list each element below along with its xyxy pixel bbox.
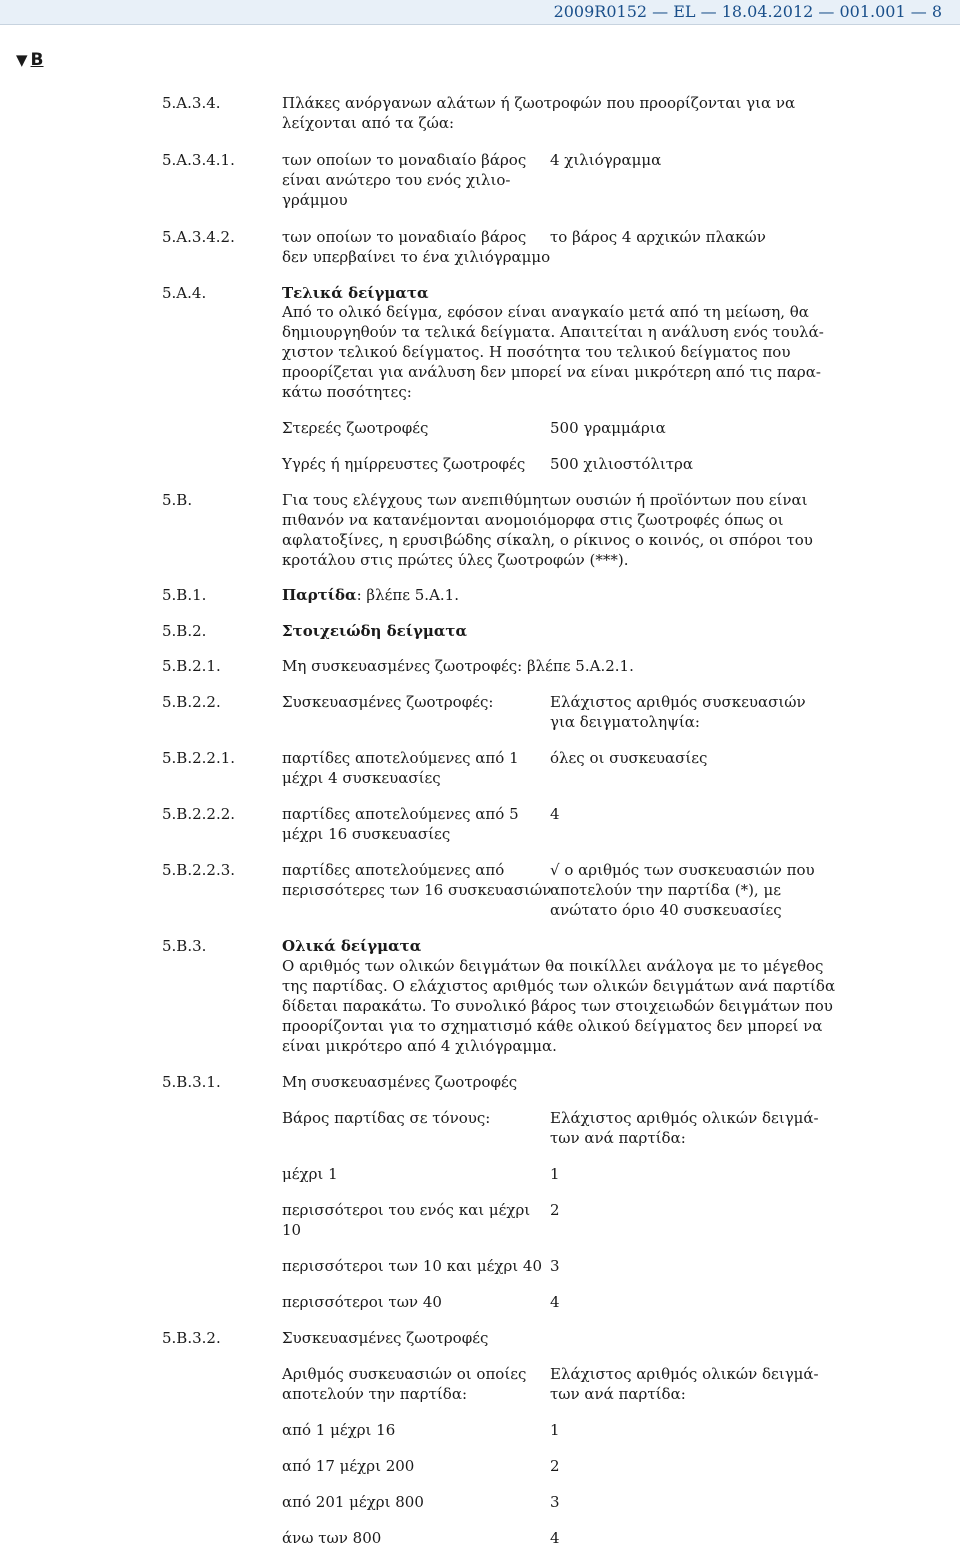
- section-number: 5.B.3.: [162, 937, 207, 955]
- table-cell-label: περισσότεροι του ενός και μέχρι: [282, 1201, 531, 1219]
- paragraph-line: προορίζεται για ανάλυση δεν μπορεί να είναι μικρότερη από τις παρα-: [282, 363, 821, 381]
- item-text-line: παρτίδες αποτελούμενες από 1: [282, 749, 519, 767]
- section-number: 5.B.2.1.: [162, 657, 221, 675]
- table-cell-label: άνω των 800: [282, 1529, 382, 1547]
- section-number: 5.A.4.: [162, 284, 207, 302]
- paragraph-line: πιθανόν να κατανέμονται ανομοιόμορφα στις ζωοτροφές όπως οι: [282, 511, 784, 529]
- item-text-line: είναι ανώτερο του ενός χιλιο-: [282, 171, 511, 189]
- section-number: 5.B.2.2.1.: [162, 749, 236, 767]
- table-cell-value: 4: [550, 1529, 560, 1547]
- item-text-line: παρτίδες αποτελούμενες από 5: [282, 805, 519, 823]
- table-cell-label: από 17 μέχρι 200: [282, 1457, 415, 1475]
- section-text: Συσκευασμένες ζωοτροφές:: [282, 693, 494, 711]
- table-header-right: Ελάχιστος αριθμός ολικών δειγμά-: [550, 1109, 819, 1127]
- table-header-left: Αριθμός συσκευασιών οι οποίες: [282, 1365, 527, 1383]
- item-value-line: ανώτατο όριο 40 συσκευασίες: [550, 901, 782, 919]
- paragraph-line: κροτάλου στις πρώτες ύλες ζωοτροφών (***).: [282, 551, 629, 569]
- table-cell-value: 3: [550, 1257, 560, 1275]
- table-cell-value: 1: [550, 1165, 560, 1183]
- paragraph-line: αφλατοξίνες, η ερυσιβώδης σίκαλη, ο ρίκινος ο κοινός, οι σπόροι του: [282, 531, 813, 549]
- item-value-line: [550, 860, 815, 880]
- item-text-line: μέχρι 16 συσκευασίες: [282, 825, 451, 843]
- section-text-line: Πλάκες ανόργανων αλάτων ή ζωοτροφών που προορίζονται για να: [282, 94, 796, 112]
- item-value: το βάρος 4 αρχικών πλακών: [550, 228, 766, 246]
- section-text-line: λείχονται από τα ζώα:: [282, 114, 455, 132]
- section-title: Στοιχειώδη δείγματα: [282, 622, 468, 640]
- section-number: 5.B.2.: [162, 622, 207, 640]
- section-number: 5.B.3.1.: [162, 1073, 221, 1091]
- section-number: 5.A.3.4.1.: [162, 151, 235, 169]
- paragraph-line: Ο αριθμός των ολικών δειγμάτων θα ποικίλλει ανάλογα με το μέγεθος: [282, 957, 824, 975]
- section-number: 5.B.: [162, 491, 193, 509]
- paragraph-line: Από το ολικό δείγμα, εφόσον είναι αναγκαίο μετά από τη μείωση, θα: [282, 303, 809, 321]
- item-text-line: παρτίδες αποτελούμενες από: [282, 861, 505, 879]
- table-cell-label: μέχρι 1: [282, 1165, 338, 1183]
- item-text-line: των οποίων το μοναδιαίο βάρος: [282, 151, 527, 169]
- item-value-line: αποτελούν την παρτίδα (*), με: [550, 881, 781, 899]
- quantity-value: 500 χιλιοστόλιτρα: [550, 455, 693, 473]
- item-text-line: γράμμου: [282, 191, 348, 209]
- item-text-line: των οποίων το μοναδιαίο βάρος: [282, 228, 527, 246]
- paragraph-line: κάτω ποσότητες:: [282, 383, 412, 401]
- table-header-right: Ελάχιστος αριθμός ολικών δειγμά-: [550, 1365, 819, 1383]
- section-text: Μη συσκευασμένες ζωοτροφές: [282, 1073, 518, 1091]
- table-cell-value: 2: [550, 1457, 560, 1475]
- section-number: 5.A.3.4.: [162, 94, 221, 112]
- table-cell-label: από 1 μέχρι 16: [282, 1421, 396, 1439]
- paragraph-line: Για τους ελέγχους των ανεπιθύμητων ουσιών ή προϊόντων που είναι: [282, 491, 808, 509]
- amendment-marker: [16, 50, 44, 70]
- header-bar: [0, 0, 960, 25]
- table-cell-label: από 201 μέχρι 800: [282, 1493, 424, 1511]
- column-heading-line: Ελάχιστος αριθμός συσκευασιών: [550, 693, 806, 711]
- paragraph-line: δίδεται παρακάτω. Το συνολικό βάρος των στοιχειωδών δειγμάτων που: [282, 997, 833, 1015]
- marker-letter: B: [30, 50, 44, 70]
- paragraph-line: προορίζονται για το σχηματισμό κάθε ολικού δείγματος δεν μπορεί να: [282, 1017, 823, 1035]
- section-number: 5.B.2.2.2.: [162, 805, 236, 823]
- column-heading-line: για δειγματοληψία:: [550, 713, 700, 731]
- quantity-label: Υγρές ή ημίρρευστες ζωοτροφές: [282, 455, 526, 473]
- section-number: 5.B.3.2.: [162, 1329, 221, 1347]
- section-text: Μη συσκευασμένες ζωοτροφές: βλέπε 5.A.2.1.: [282, 657, 634, 675]
- item-text-line: δεν υπερβαίνει το ένα χιλιόγραμμο: [282, 248, 551, 266]
- section-number: 5.B.2.2.3.: [162, 861, 236, 879]
- quantity-value: 500 γραμμάρια: [550, 419, 666, 437]
- section-number: 5.B.2.2.: [162, 693, 221, 711]
- paragraph-line: της παρτίδας. Ο ελάχιστος αριθμός των ολικών δειγμάτων ανά παρτίδα: [282, 977, 836, 995]
- section-text-rest: : βλέπε 5.A.1.: [356, 586, 459, 604]
- square-root-icon: √: [550, 861, 560, 879]
- item-value: 4: [550, 805, 560, 823]
- quantity-label: Στερεές ζωοτροφές: [282, 419, 429, 437]
- section-title: Παρτίδα: [282, 586, 357, 604]
- item-value-text: ο αριθμός των συσκευασιών που: [564, 861, 815, 879]
- table-cell-label: περισσότεροι των 40: [282, 1293, 442, 1311]
- table-header-right: των ανά παρτίδα:: [550, 1129, 686, 1147]
- item-value: όλες οι συσκευασίες: [550, 749, 708, 767]
- section-number: 5.B.1.: [162, 586, 207, 604]
- table-cell-label: περισσότεροι των 10 και μέχρι 40: [282, 1257, 542, 1275]
- item-value: 4 χιλιόγραμμα: [550, 151, 662, 169]
- table-header-left: αποτελούν την παρτίδα:: [282, 1385, 468, 1403]
- table-cell-value: 4: [550, 1293, 560, 1311]
- table-cell-value: 2: [550, 1201, 560, 1219]
- section-number: 5.A.3.4.2.: [162, 228, 235, 246]
- item-text-line: περισσότερες των 16 συσκευασιών: [282, 881, 552, 899]
- table-cell-label: 10: [282, 1221, 302, 1239]
- paragraph-line: είναι μικρότερο από 4 χιλιόγραμμα.: [282, 1037, 557, 1055]
- paragraph-line: δημιουργηθούν τα τελικά δείγματα. Απαιτείται η ανάλυση ενός τουλά-: [282, 323, 824, 341]
- section-text: Συσκευασμένες ζωοτροφές: [282, 1329, 489, 1347]
- section-text: [282, 585, 459, 605]
- table-cell-value: 1: [550, 1421, 560, 1439]
- paragraph-line: χιστον τελικού δείγματος. Η ποσότητα του τελικού δείγματος που: [282, 343, 791, 361]
- document-reference: 2009R0152 — EL — 18.04.2012 — 001.001 — 8: [553, 2, 942, 21]
- section-title: Τελικά δείγματα: [282, 284, 429, 302]
- table-header-right: των ανά παρτίδα:: [550, 1385, 686, 1403]
- item-text-line: μέχρι 4 συσκευασίες: [282, 769, 441, 787]
- triangle-down-icon: ▼: [16, 51, 28, 69]
- table-header-left: Βάρος παρτίδας σε τόνους:: [282, 1109, 491, 1127]
- section-title: Ολικά δείγματα: [282, 937, 422, 955]
- table-cell-value: 3: [550, 1493, 560, 1511]
